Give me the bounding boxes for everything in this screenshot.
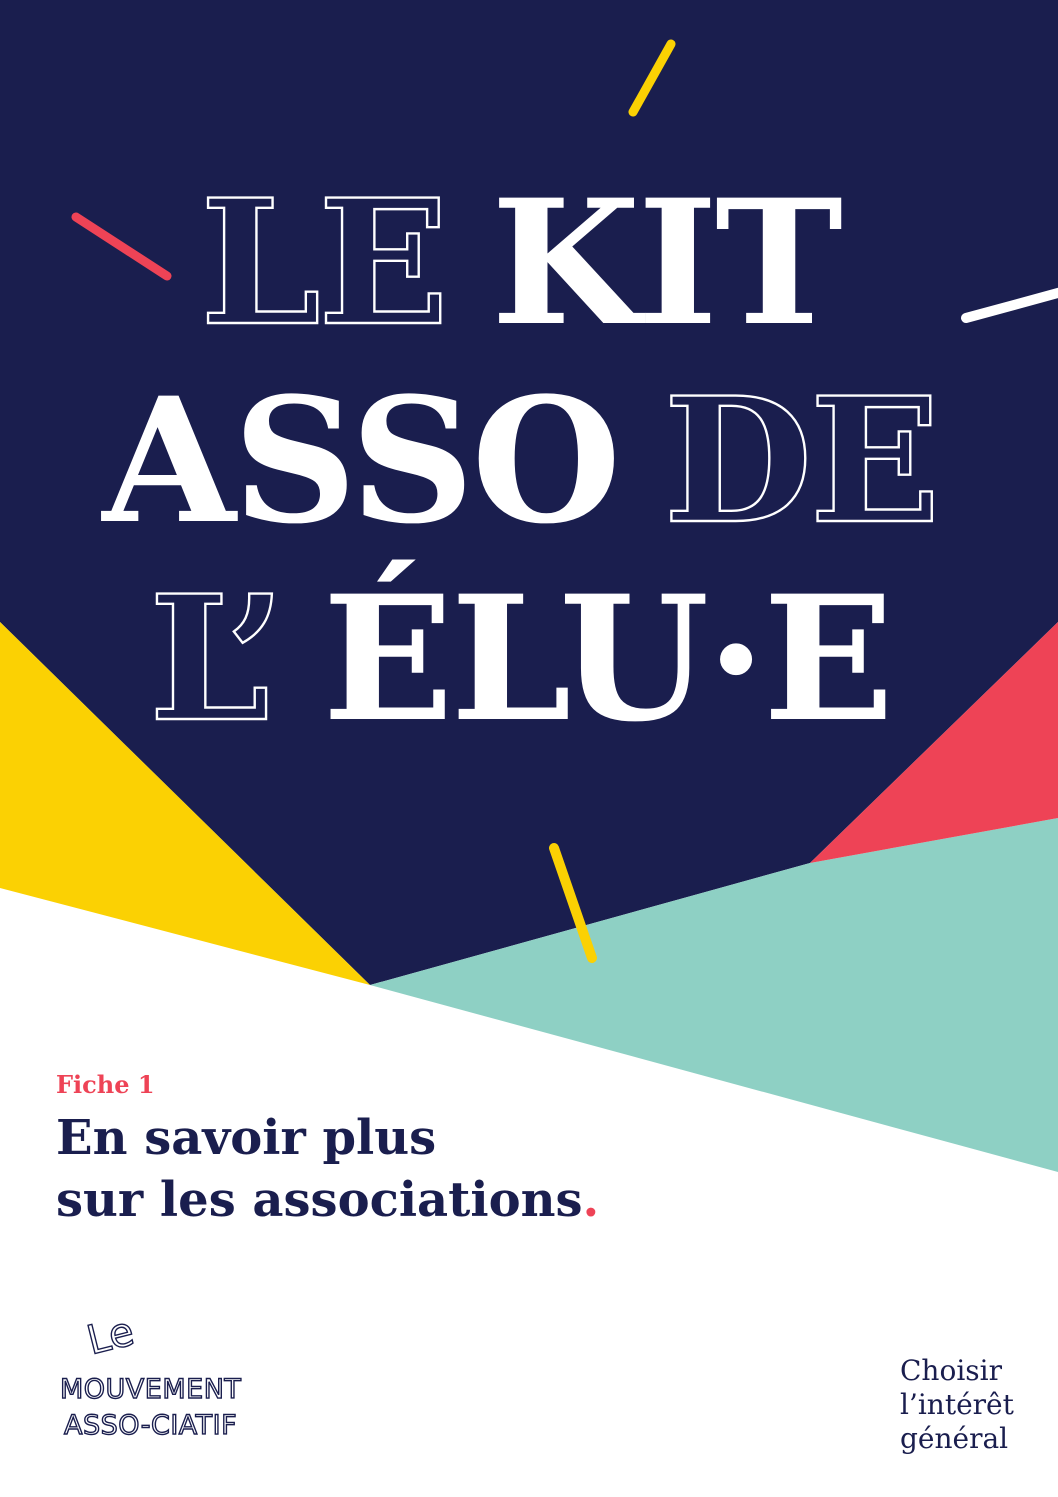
title-line1-solid-word: KIT [491, 161, 840, 364]
fiche-heading-line-1: En savoir plus [56, 1110, 437, 1166]
title-line3-outline-word: L’ [148, 557, 283, 760]
fiche-heading-line2-text: sur les associations [56, 1172, 583, 1228]
tagline-line-3: général [900, 1422, 1009, 1455]
fiche-block [56, 1070, 599, 1231]
fiche-heading [56, 1107, 599, 1231]
title-line1-outline-word: LE [200, 161, 447, 364]
title-line2-outline-word: DE [663, 359, 938, 562]
tagline-line-2: l’intérêt [900, 1388, 1014, 1421]
logo-word-associatif: ASSO-CIATIF [64, 1410, 238, 1441]
mouvement-associatif-logo [60, 1308, 241, 1441]
title-line2-solid-word: ASSO [102, 359, 619, 562]
title-line-2 [100, 359, 937, 562]
tagline [900, 1354, 1014, 1456]
tagline-line-1: Choisir [900, 1354, 1002, 1387]
title-line3-solid-word: ÉLU·E [322, 557, 892, 760]
title-line-3 [149, 557, 891, 760]
logo-word-le: Le [82, 1308, 139, 1365]
title-line-1 [200, 161, 842, 364]
fiche-heading-period: . [582, 1172, 600, 1228]
fiche-heading-line-2 [56, 1169, 599, 1231]
fiche-label: Fiche 1 [56, 1070, 155, 1099]
logo-word-mouvement: MOUVEMENT [60, 1374, 242, 1405]
